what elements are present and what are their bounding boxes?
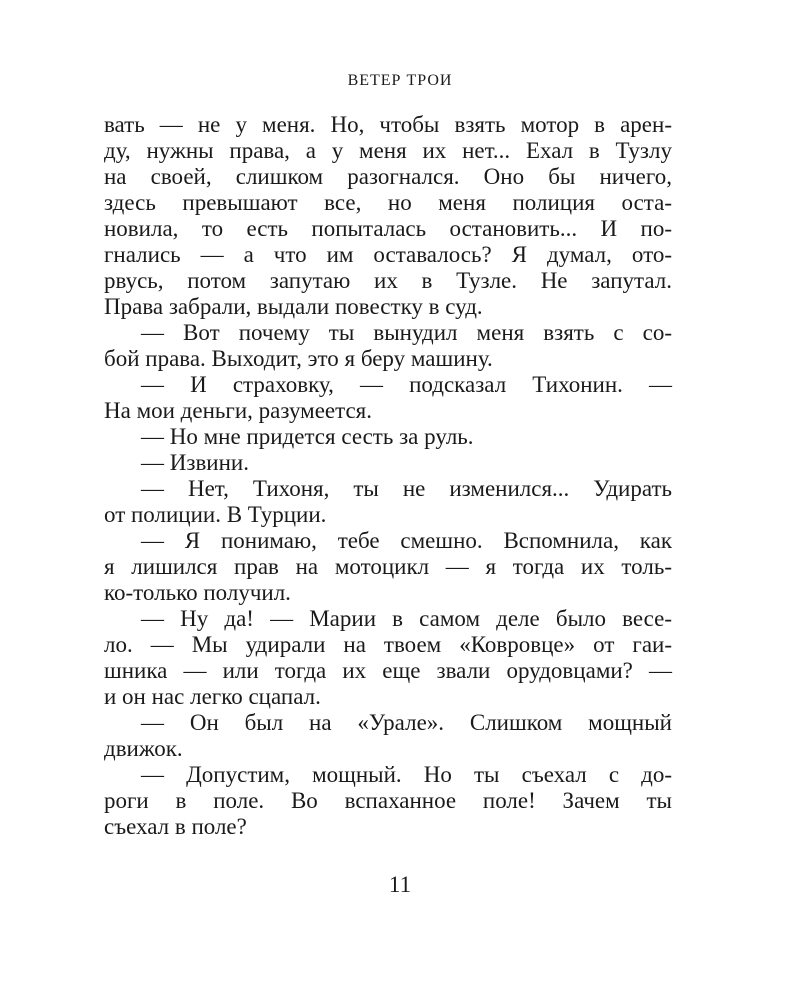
text-line: На мои деньги, разумеется. — [104, 398, 372, 423]
text-line: гнались — а что им оставалось? Я думал, ото- — [104, 242, 672, 267]
text-line: от полиции. В Турции. — [104, 502, 327, 527]
text-line: ко-только получил. — [104, 580, 291, 605]
text-line: бой права. Выходит, это я беру машину. — [104, 346, 493, 371]
text-line: я лишился прав на мотоцикл — я тогда их толь- — [104, 554, 672, 579]
text-line: — Он был на «Урале». Слишком мощный — [141, 710, 672, 735]
text-line: — Я понимаю, тебе смешно. Вспомнила, как — [141, 528, 672, 553]
text-line: — Допустим, мощный. Но ты съехал с до- — [141, 762, 672, 787]
text-line: — Ну да! — Марии в самом деле было весе- — [141, 606, 672, 631]
body-text — [104, 112, 672, 840]
text-line: — И страховку, — подсказал Тихонин. — — [141, 372, 672, 397]
running-header: ВЕТЕР ТРОИ — [347, 72, 453, 89]
text-line: — Нет, Тихоня, ты не изменился... Удирать — [141, 476, 672, 501]
text-line: на своей, слишком разогнался. Оно бы ничего, — [104, 164, 672, 189]
text-line: движок. — [104, 736, 183, 761]
text-line: ду, нужны права, а у меня их нет... Ехал в Тузлу — [104, 138, 672, 163]
text-line: — Но мне придется сесть за руль. — [141, 424, 474, 449]
text-line: новила, то есть попыталась остановить... И по- — [104, 216, 672, 241]
text-line: вать — не у меня. Но, чтобы взять мотор в арен- — [104, 112, 672, 137]
text-line: шника — или тогда их еще звали орудовцами? — — [104, 658, 672, 683]
text-line: — Извини. — [141, 450, 249, 475]
page-number: 11 — [388, 872, 412, 897]
text-line: рвусь, потом запутаю их в Тузле. Не запутал. — [104, 268, 672, 293]
text-line: роги в поле. Во вспаханное поле! Зачем ты — [104, 788, 672, 813]
text-line: съехал в поле? — [104, 814, 247, 839]
text-line: — Вот почему ты вынудил меня взять с со- — [141, 320, 672, 345]
text-line: ло. — Мы удирали на твоем «Ковровце» от гаи- — [104, 632, 672, 657]
text-line: Права забрали, выдали повестку в суд. — [104, 294, 483, 319]
text-line: и он нас легко сцапал. — [104, 684, 321, 709]
text-line: здесь превышают все, но меня полиция оста- — [104, 190, 672, 215]
